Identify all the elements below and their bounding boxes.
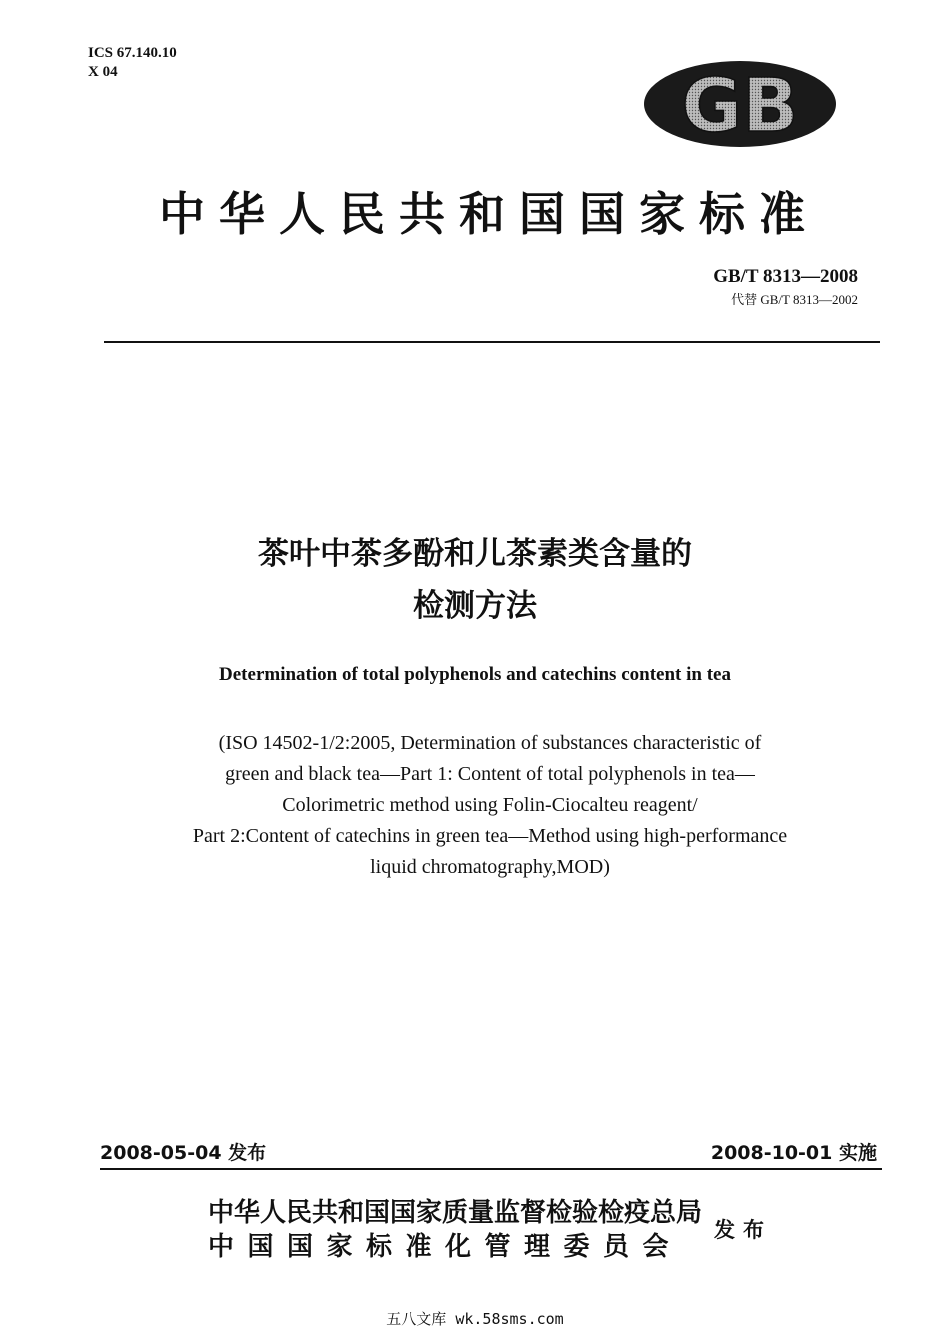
standard-code-block (713, 266, 858, 308)
english-title: Determination of total polyphenols and catechins content in tea (219, 664, 731, 685)
implement-date: 2008-10-01 实施 (710, 1142, 877, 1164)
ics-classification (88, 44, 177, 82)
chinese-title-line2: 检测方法 (413, 588, 537, 624)
publish-date: 2008-05-04 发布 (100, 1142, 267, 1164)
top-divider (104, 341, 880, 343)
iso-reference (100, 728, 880, 883)
class-code: X 04 (88, 64, 118, 80)
iso-line: Part 2:Content of catechins in green tea—Method using high-performance (192, 825, 788, 847)
iso-line: (ISO 14502-1/2:2005, Determination of substances characteristic of (218, 732, 762, 754)
issuer-line2: 中国国家标准化管理委员会 (208, 1232, 683, 1262)
chinese-title-line1: 茶叶中茶多酚和儿茶素类含量的 (258, 536, 692, 572)
iso-line: green and black tea—Part 1: Content of total polyphenols in tea— (225, 763, 755, 785)
ics-code: ICS 67.140.10 (88, 45, 177, 61)
standard-code: GB/T 8313—2008 (713, 266, 858, 287)
issue-label: 发布 (714, 1218, 772, 1242)
iso-line: liquid chromatography,MOD) (370, 856, 610, 878)
national-standard-heading: 中华人民共和国国家标准 (159, 187, 819, 241)
gb-logo (640, 58, 840, 150)
watermark: 五八文库 wk.58sms.com (386, 1310, 564, 1328)
bottom-divider (100, 1168, 882, 1170)
issuer-line1: 中华人民共和国国家质量监督检验检疫总局 (208, 1198, 703, 1228)
issuer-block (208, 1196, 702, 1264)
chinese-title (0, 528, 950, 632)
replaces-code: 代替 GB/T 8313—2002 (731, 292, 858, 307)
iso-line: Colorimetric method using Folin-Ciocalteu reagent/ (282, 794, 698, 816)
gb-logo-text: GB (681, 63, 799, 149)
